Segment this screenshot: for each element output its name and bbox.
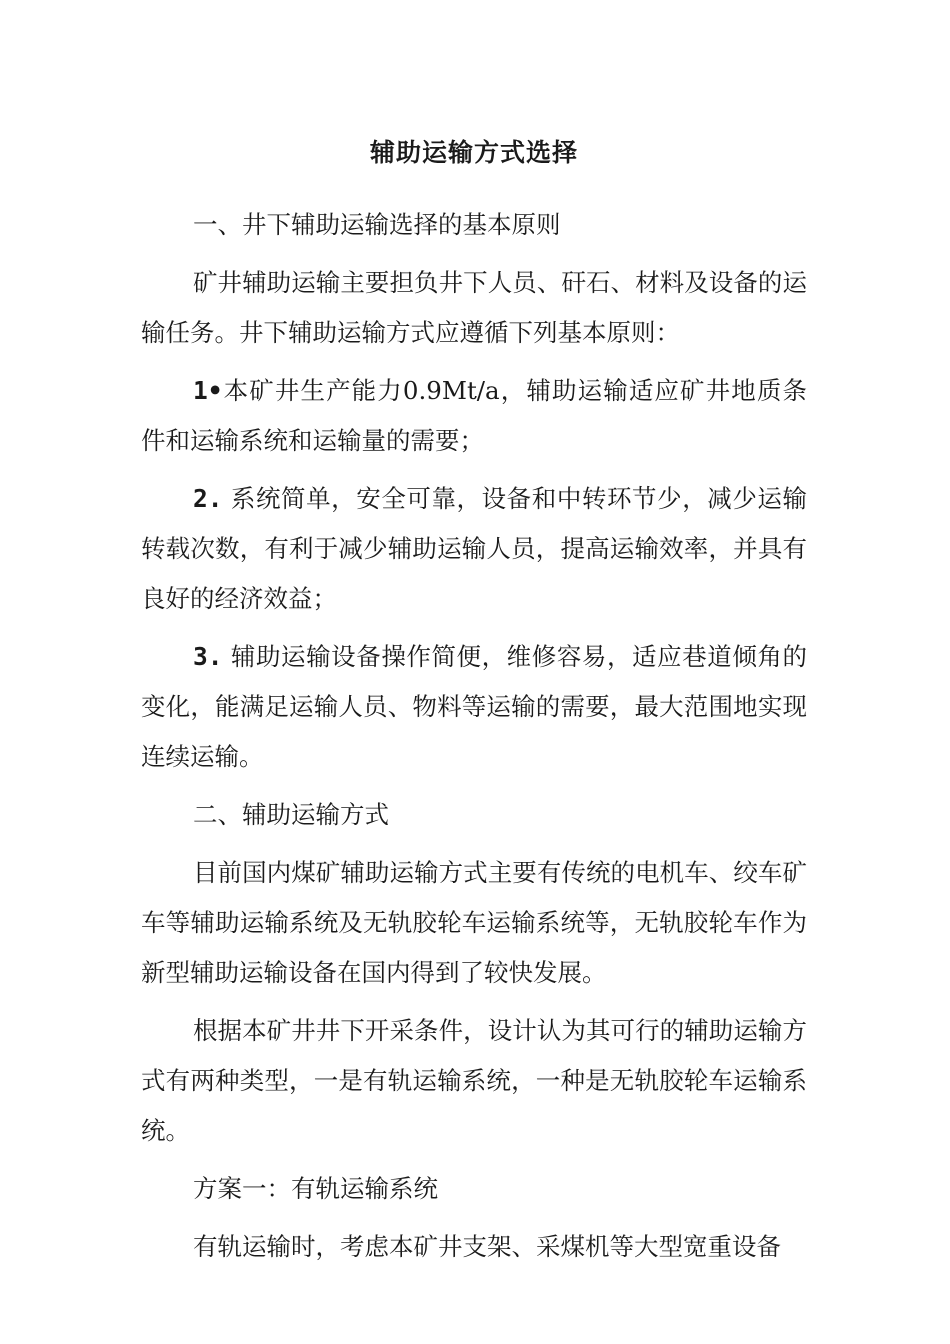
list-number-1: 1• [193, 376, 223, 405]
list-item-1 [141, 366, 807, 466]
list-text-3: 辅助运输设备操作简便，维修容易，适应巷道倾角的变化，能满足运输人员、物料等运输的需要，最大范围地实现连续运输。 [141, 642, 807, 771]
section-heading-methods: 二、辅助运输方式 [193, 800, 389, 829]
list-number-2: 2. [193, 484, 223, 513]
list-item-3 [141, 632, 807, 782]
list-text-1: 本矿井生产能力0.9Mt/a，辅助运输适应矿井地质条件和运输系统和运输量的需要； [141, 376, 807, 455]
list-number-3: 3. [193, 642, 223, 671]
document-title: 辅助运输方式选择 [369, 138, 578, 167]
list-item-2 [141, 474, 807, 624]
section-heading-principles: 一、井下辅助运输选择的基本原则 [193, 210, 561, 239]
list-text-2: 系统简单，安全可靠，设备和中转环节少，减少运输转载次数，有利于减少辅助运输人员，提高运输效率，并具有良好的经济效益； [141, 484, 807, 613]
document-page [141, 128, 807, 1272]
scheme-heading-1: 方案一：有轨运输系统 [193, 1174, 438, 1203]
paragraph-feasible-types: 根据本矿井井下开采条件，设计认为其可行的辅助运输方式有两种类型，一是有轨运输系统，一种是无轨胶轮车运输系统。 [141, 1016, 807, 1145]
paragraph-current-methods: 目前国内煤矿辅助运输方式主要有传统的电机车、绞车矿车等辅助运输系统及无轨胶轮车运输系统等，无轨胶轮车作为新型辅助运输设备在国内得到了较快发展。 [141, 858, 807, 987]
paragraph-intro: 矿井辅助运输主要担负井下人员、矸石、材料及设备的运输任务。井下辅助运输方式应遵循下列基本原则： [141, 268, 807, 347]
paragraph-rail-transport: 有轨运输时，考虑本矿井支架、采煤机等大型宽重设备 [193, 1232, 781, 1261]
